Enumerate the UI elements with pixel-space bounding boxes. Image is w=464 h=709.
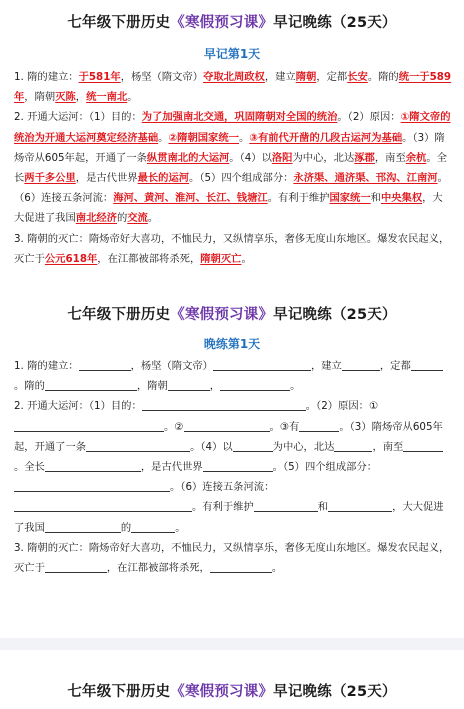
fill-blank[interactable] (220, 378, 290, 391)
text: ③有 (279, 420, 300, 433)
fill-blank[interactable] (168, 378, 210, 391)
answer: 国家统一 (329, 192, 371, 205)
text: ，南至 (372, 440, 404, 453)
fill-blank[interactable] (79, 358, 131, 371)
text: 2. 开通大运河：（1）目的： (14, 400, 142, 413)
answer: 海河、黄河、淮河、长江、钱塘江 (113, 192, 268, 205)
text: 。（2）原因： (337, 111, 401, 124)
answer: 统一南北 (86, 91, 128, 104)
text: 1. 隋的建立： (14, 71, 79, 83)
evening-paragraph-3 (14, 538, 452, 578)
text: ② (174, 420, 184, 433)
text: ① (368, 400, 379, 413)
text: ，定都 (316, 71, 348, 83)
morning-subtitle: 早记第1天 (203, 47, 261, 61)
text: 1. 隋的建立： (14, 360, 79, 372)
answer: ③有前代开凿的几段古运河为基础 (249, 131, 403, 144)
text: ，大大促进了我国 (14, 501, 444, 534)
text: 和 (370, 192, 381, 205)
text: 。 (238, 131, 250, 144)
answer: 公元618年 (44, 252, 98, 265)
fill-blank[interactable] (203, 459, 273, 472)
answer: 纵贯南北的大运河 (146, 151, 230, 164)
text: 3. 隋朝的灭亡：隋炀帝好大喜功，不恤民力，又纵情享乐，奢侈无度山东地区。爆发农民起义，灭亡于 (14, 541, 450, 575)
text: ，建立 (264, 71, 296, 83)
text: 为中心，北达 (272, 440, 335, 453)
text: 。（5）四个组成部分： (189, 172, 294, 185)
text: 和 (317, 501, 329, 514)
text: 。（6）连接五条河流： (170, 481, 275, 494)
text: 。（4）以 (229, 151, 272, 164)
text: 。 (241, 252, 252, 265)
fill-blank[interactable] (210, 560, 272, 573)
answer: 永济渠、通济渠、邗沟、江南河 (293, 172, 438, 185)
fill-blank[interactable] (131, 520, 175, 533)
text: 2. 开通大运河：（1）目的： (14, 111, 142, 124)
answer: 长安 (347, 71, 368, 83)
text: ，是古代世界 (75, 172, 138, 185)
answer: 中央集权 (380, 192, 423, 205)
text: 。隋的 (14, 380, 45, 393)
answer: 隋朝灭亡 (200, 252, 242, 265)
text: 。 (269, 420, 280, 433)
fill-blank[interactable] (142, 398, 306, 411)
answer: 交流 (127, 212, 148, 225)
text: 。 (271, 562, 283, 575)
title-prefix: 七年级下册历史 (67, 15, 171, 31)
fill-blank[interactable] (403, 439, 443, 452)
text: 。有利于维护 (192, 501, 254, 514)
fill-blank[interactable] (334, 439, 372, 452)
text: 。隋的 (367, 71, 399, 83)
text: 。（2）原因： (305, 400, 369, 413)
title-highlight: 《寒假预习课》 (170, 14, 274, 31)
morning-paragraph-3 (14, 229, 452, 269)
text: ，在江都被部将杀死， (97, 252, 201, 265)
answer: 夺取北周政权 (203, 71, 265, 83)
text: 。有利于维护 (267, 192, 330, 205)
text: ， (209, 380, 221, 393)
title-prefix: 七年级下册历史 (67, 684, 171, 700)
text: 为中心，北达 (292, 151, 355, 164)
morning-paragraph-2 (14, 107, 452, 228)
fill-blank[interactable] (45, 520, 121, 533)
text: 。（3）隋炀帝从605年起，开通了一条 (14, 131, 445, 164)
text: 。 (158, 131, 169, 144)
text: 。 (290, 380, 301, 393)
text: 。 (272, 461, 283, 474)
evening-subtitle: 晚练第1天 (203, 337, 261, 351)
fill-blank[interactable] (233, 439, 273, 452)
text: ，杨坚（隋文帝） (120, 71, 204, 83)
title-suffix: 早记晚练（25天） (273, 684, 397, 700)
text: ，是古代世界 (140, 461, 203, 474)
answer: 为了加强南北交通，巩固隋朝对全国的统治 (141, 111, 338, 124)
text: ，南至 (374, 151, 406, 164)
answer: 统一于589年 (14, 71, 452, 104)
evening-paragraph-2 (14, 396, 452, 537)
text: 。 (175, 521, 186, 534)
next-page-title (0, 683, 464, 701)
text: ，定都 (379, 360, 411, 372)
text: 。（4）以 (190, 440, 233, 453)
fill-blank[interactable] (45, 560, 107, 573)
answer: 洛阳 (271, 151, 293, 164)
text: ， (75, 91, 87, 104)
title-prefix: 七年级下册历史 (67, 307, 171, 323)
fill-blank[interactable] (14, 479, 170, 492)
text: 。 (164, 420, 175, 433)
fill-blank[interactable] (299, 419, 339, 432)
fill-blank[interactable] (254, 499, 318, 512)
morning-paragraph-1 (14, 67, 452, 107)
fill-blank[interactable] (342, 358, 380, 371)
answer: 最长的运河 (137, 172, 190, 185)
text: 的 (120, 521, 132, 534)
title-highlight: 《寒假预习课》 (170, 683, 274, 700)
answer: 余杭 (405, 151, 427, 164)
text: ，杨坚（隋文帝） (130, 360, 213, 372)
next-page (0, 650, 464, 709)
text: 。（6）连接五条河流： (14, 172, 448, 205)
answer: 两千多公里 (24, 172, 76, 185)
fill-blank[interactable] (213, 358, 311, 371)
text: ，隋朝 (136, 380, 168, 393)
fill-blank[interactable] (86, 439, 190, 452)
answer: 于581年 (78, 71, 121, 83)
fill-blank[interactable] (328, 499, 392, 512)
answer: ①隋文帝的统治为开通大运河奠定经济基础 (14, 111, 451, 144)
text: 。 (339, 420, 350, 433)
fill-blank[interactable] (45, 459, 141, 472)
answer: ②隋朝国家统一 (168, 131, 239, 144)
fill-blank[interactable] (14, 419, 164, 432)
answer: 涿郡 (354, 151, 375, 164)
text: ，大大促进了我国 (14, 192, 443, 225)
fill-blank[interactable] (14, 499, 192, 512)
page-title (0, 14, 464, 32)
answer: 灭陈 (55, 91, 76, 104)
text: （5）四个组成部分： (282, 461, 378, 474)
text: ，建立 (310, 360, 342, 372)
evening-body (0, 356, 464, 578)
fill-blank[interactable] (45, 378, 137, 391)
fill-blank[interactable] (184, 419, 270, 432)
text: ，在江都被部将杀死， (106, 562, 210, 575)
text: ，隋朝 (24, 91, 56, 104)
text: 的 (116, 212, 128, 225)
answer: 隋朝 (295, 71, 317, 83)
text: 。 (127, 91, 138, 104)
morning-body (0, 67, 464, 269)
text: 。 (147, 212, 159, 225)
evening-paragraph-1 (14, 356, 452, 396)
text: （3）隋炀帝从605年起，开通了一条 (14, 420, 443, 453)
text: 。全长 (14, 461, 45, 474)
answer: 南北经济 (75, 212, 117, 225)
title-suffix: 早记晚练（25天） (273, 15, 397, 31)
text: 。全长 (14, 151, 447, 185)
evening-title (0, 306, 464, 324)
title-highlight: 《寒假预习课》 (170, 306, 274, 323)
text: 3. 隋朝的灭亡：隋炀帝好大喜功，不恤民力，又纵情享乐，奢侈无度山东地区。爆发农民起义，灭亡于 (14, 232, 450, 265)
title-suffix: 早记晚练（25天） (273, 307, 397, 323)
fill-blank[interactable] (411, 358, 443, 371)
page-separator (0, 638, 464, 650)
